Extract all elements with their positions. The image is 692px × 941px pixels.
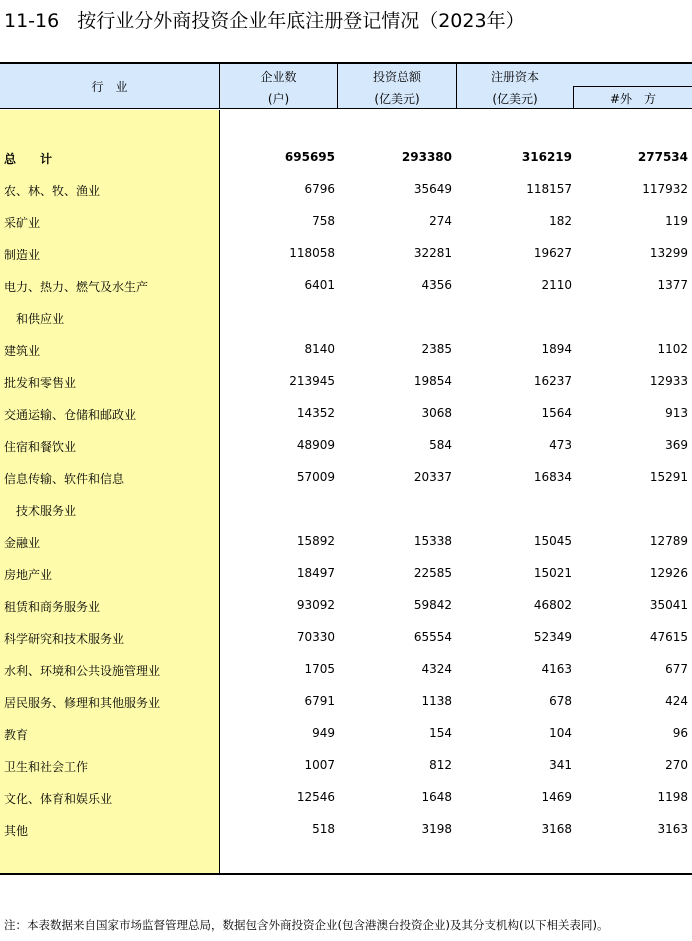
foreign-capital-cell: 1102 [657,342,688,356]
investment-cell: 1138 [421,694,452,708]
table-row [0,692,692,712]
table-row [0,596,692,616]
header-top-rule [0,62,692,64]
investment-cell: 19854 [413,374,452,388]
row-label: 批发和零售业 [4,376,77,390]
enterprises-cell: 18497 [296,566,335,580]
total-row [0,148,692,168]
header-investment: 投资总额 [372,70,421,84]
investment-cell: 15338 [413,534,452,548]
enterprises-cell: 8140 [304,342,335,356]
row-label: 信息传输、软件和信息 [4,472,125,486]
row-label: 交通运输、仓储和邮政业 [4,408,137,422]
table-row [0,436,692,456]
capital-cell: 2110 [541,278,572,292]
investment-cell: 59842 [413,598,452,612]
table-row [0,724,692,744]
table-number: 11-16 [4,10,60,32]
investment-cell: 65554 [413,630,452,644]
enterprises-cell: 14352 [296,406,335,420]
foreign-capital-cell: 12933 [649,374,688,388]
row-label: 制造业 [4,248,41,262]
table-title-text: 按行业分外商投资企业年底注册登记情况（2023年） [77,10,525,32]
row-label: 总 计 [4,152,53,166]
capital-cell: 316219 [521,150,572,164]
investment-cell: 4324 [421,662,452,676]
row-label: 水利、环境和公共设施管理业 [4,664,161,678]
enterprises-cell: 118058 [289,246,335,260]
foreign-capital-cell: 12926 [649,566,688,580]
table-row [0,500,692,520]
row-label: 技术服务业 [4,504,77,518]
investment-cell: 293380 [401,150,452,164]
header-capital: 注册资本 [490,70,539,84]
table-row [0,180,692,200]
foreign-capital-cell: 96 [672,726,688,740]
capital-cell: 182 [549,214,572,228]
enterprises-cell: 12546 [296,790,335,804]
capital-cell: 104 [549,726,572,740]
foreign-capital-cell: 13299 [649,246,688,260]
table-title [4,6,525,33]
investment-cell: 812 [429,758,452,772]
row-label: 农、林、牧、渔业 [4,184,101,198]
enterprises-cell: 48909 [296,438,335,452]
table-row [0,244,692,264]
foreign-capital-cell: 677 [665,662,688,676]
table-bottom-rule [0,873,692,875]
capital-cell: 341 [549,758,572,772]
capital-cell: 118157 [526,182,572,196]
table-row [0,276,692,296]
header-sub-rule [573,86,692,87]
header-bottom-rule [0,108,692,109]
header-capital-unit: (亿美元) [492,92,538,106]
capital-cell: 46802 [533,598,572,612]
enterprises-cell: 1705 [304,662,335,676]
table-row [0,532,692,552]
footnote: 注：本表数据来自国家市场监督管理总局，数据包含外商投资企业(包含港澳台投资企业)及其分支机构(以下相关表同)。 [4,918,609,932]
table-row [0,212,692,232]
capital-cell: 19627 [533,246,572,260]
investment-cell: 2385 [421,342,452,356]
capital-cell: 1469 [541,790,572,804]
row-label: 教育 [4,728,29,742]
investment-cell: 4356 [421,278,452,292]
row-label: 房地产业 [4,568,53,582]
investment-cell: 3198 [421,822,452,836]
table-row [0,372,692,392]
row-label: 和供应业 [4,312,65,326]
row-label: 文化、体育和娱乐业 [4,792,113,806]
capital-cell: 15045 [533,534,572,548]
table-row [0,468,692,488]
row-label: 居民服务、修理和其他服务业 [4,696,161,710]
table-row [0,564,692,584]
capital-cell: 1894 [541,342,572,356]
row-label: 卫生和社会工作 [4,760,89,774]
table-row [0,756,692,776]
table-row [0,628,692,648]
row-label: 建筑业 [4,344,41,358]
capital-cell: 52349 [533,630,572,644]
foreign-capital-cell: 3163 [657,822,688,836]
investment-cell: 3068 [421,406,452,420]
foreign-capital-cell: 1198 [657,790,688,804]
investment-cell: 32281 [413,246,452,260]
capital-cell: 473 [549,438,572,452]
table-row [0,820,692,840]
capital-cell: 16834 [533,470,572,484]
capital-cell: 15021 [533,566,572,580]
foreign-capital-cell: 424 [665,694,688,708]
foreign-capital-cell: 119 [665,214,688,228]
foreign-capital-cell: 270 [665,758,688,772]
row-label: 金融业 [4,536,41,550]
enterprises-cell: 213945 [289,374,335,388]
investment-cell: 154 [429,726,452,740]
header-enterprises: 企业数 [260,70,297,84]
row-label: 住宿和餐饮业 [4,440,77,454]
header-investment-unit: (亿美元) [374,92,420,106]
investment-cell: 35649 [413,182,452,196]
investment-cell: 274 [429,214,452,228]
foreign-capital-cell: 117932 [642,182,688,196]
foreign-capital-cell: 913 [665,406,688,420]
enterprises-cell: 695695 [284,150,335,164]
header-foreign: #外 方 [609,92,657,106]
row-label: 租赁和商务服务业 [4,600,101,614]
header-enterprises-unit: (户) [267,92,290,106]
enterprises-cell: 57009 [296,470,335,484]
foreign-capital-cell: 12789 [649,534,688,548]
foreign-capital-cell: 1377 [657,278,688,292]
enterprises-cell: 1007 [304,758,335,772]
foreign-capital-cell: 277534 [637,150,688,164]
table-row [0,308,692,328]
enterprises-cell: 6401 [304,278,335,292]
table-row [0,404,692,424]
enterprises-cell: 15892 [296,534,335,548]
row-label: 科学研究和技术服务业 [4,632,125,646]
foreign-capital-cell: 47615 [649,630,688,644]
capital-cell: 16237 [533,374,572,388]
capital-cell: 3168 [541,822,572,836]
investment-cell: 584 [429,438,452,452]
investment-cell: 20337 [413,470,452,484]
table-row [0,660,692,680]
investment-cell: 1648 [421,790,452,804]
enterprises-cell: 70330 [296,630,335,644]
header-industry: 行 业 [91,80,128,94]
capital-cell: 1564 [541,406,572,420]
row-label: 其他 [4,824,29,838]
row-label: 采矿业 [4,216,41,230]
foreign-capital-cell: 35041 [649,598,688,612]
enterprises-cell: 93092 [296,598,335,612]
table-row [0,340,692,360]
enterprises-cell: 6791 [304,694,335,708]
row-label: 电力、热力、燃气及水生产 [4,280,149,294]
enterprises-cell: 758 [312,214,335,228]
investment-cell: 22585 [413,566,452,580]
table-row [0,788,692,808]
enterprises-cell: 6796 [304,182,335,196]
foreign-capital-cell: 15291 [649,470,688,484]
capital-cell: 678 [549,694,572,708]
enterprises-cell: 949 [312,726,335,740]
foreign-capital-cell: 369 [665,438,688,452]
capital-cell: 4163 [541,662,572,676]
enterprises-cell: 518 [312,822,335,836]
